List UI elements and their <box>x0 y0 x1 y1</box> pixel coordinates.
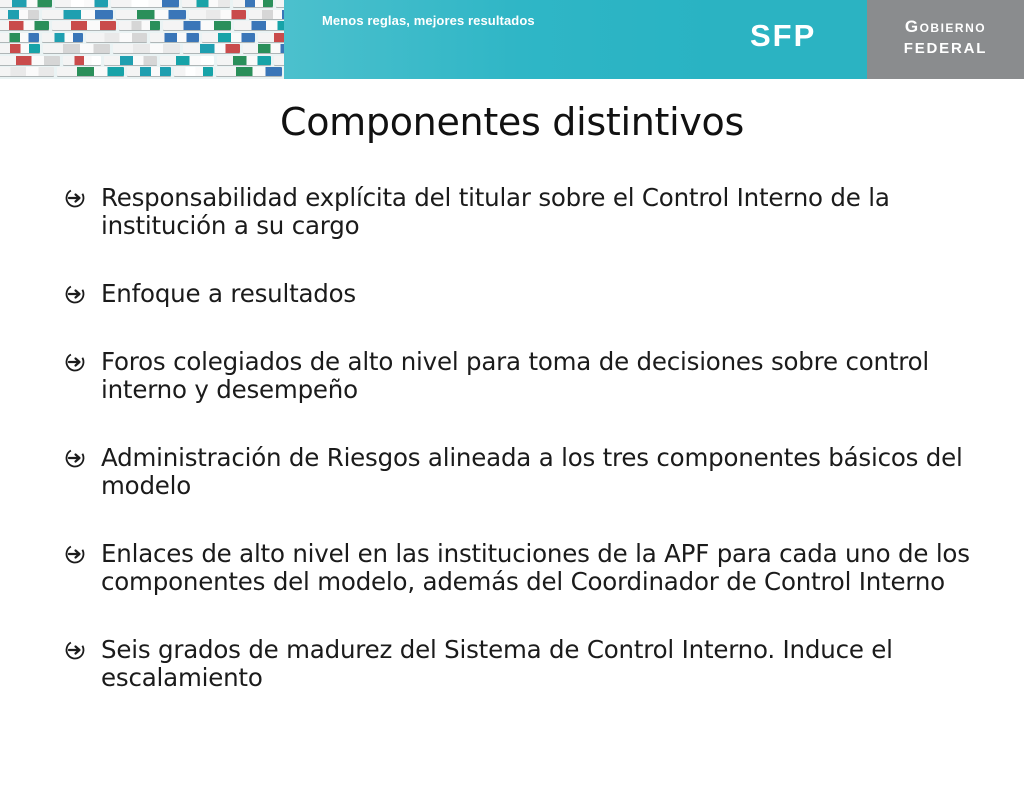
tagline-band <box>284 0 710 79</box>
document-stack-piece <box>113 44 180 53</box>
sfp-logo <box>710 0 867 79</box>
sfp-logo-text: SFP <box>750 18 817 53</box>
document-stack-piece <box>0 0 52 7</box>
document-stack-piece <box>111 0 179 7</box>
header-photo-stacked-documents <box>0 0 284 79</box>
slide-title: Componentes distintivos <box>280 100 744 144</box>
circled-arrow-right-icon <box>64 543 86 565</box>
bullet-item <box>64 348 984 404</box>
gobierno-logo-line1: Gobierno <box>904 17 987 36</box>
document-stack-piece <box>57 67 125 76</box>
bullet-item <box>64 540 984 596</box>
document-stack-piece <box>42 33 83 42</box>
bullet-item <box>64 444 984 500</box>
bullet-text: Enfoque a resultados <box>101 279 356 308</box>
document-stack-piece <box>243 44 284 53</box>
document-stack-piece <box>42 10 113 19</box>
document-stack-piece <box>160 56 214 65</box>
bullet-text: Foros colegiados de alto nivel para toma de decisiones sobre control interno y desempeño <box>101 347 929 404</box>
document-stack-piece <box>174 67 213 76</box>
document-stack-piece <box>276 0 284 7</box>
document-stack-piece <box>150 33 199 42</box>
document-stack-piece <box>216 67 283 76</box>
document-stack-piece <box>43 44 110 53</box>
gobierno-federal-logo <box>867 0 1024 79</box>
document-stack-piece <box>127 67 171 76</box>
circled-arrow-right-icon <box>64 351 86 373</box>
document-stack-piece <box>116 10 186 19</box>
document-stack-piece <box>55 0 108 7</box>
bullet-item <box>64 636 984 692</box>
bullet-list <box>64 184 984 692</box>
document-stack-piece <box>0 67 54 76</box>
bullet-text: Seis grados de madurez del Sistema de Control Interno. Induce el escalamiento <box>101 635 893 692</box>
document-stack-piece <box>183 44 240 53</box>
document-stack-piece <box>0 10 39 19</box>
document-stack-piece <box>202 33 255 42</box>
bullet-text: Responsabilidad explícita del titular sobre el Control Interno de la institución a su cargo <box>101 183 890 240</box>
document-stack-piece <box>86 33 147 42</box>
document-stack-piece <box>182 0 230 7</box>
document-stack-piece <box>258 33 284 42</box>
circled-arrow-right-icon <box>64 447 86 469</box>
bullet-text: Enlaces de alto nivel en las instituciones de la APF para cada uno de los componentes del modelo, además del Coordinador de Control Interno <box>101 539 970 596</box>
document-stack-piece <box>233 0 274 7</box>
header-tagline: Menos reglas, mejores resultados <box>322 13 535 28</box>
circled-arrow-right-icon <box>64 639 86 661</box>
document-stack-piece <box>119 21 160 30</box>
bullet-text: Administración de Riesgos alineada a los tres componentes básicos del modelo <box>101 443 963 500</box>
header-banner <box>0 0 1024 79</box>
document-stack-piece <box>0 56 60 65</box>
document-stack-piece <box>163 21 231 30</box>
document-stack-piece <box>274 56 284 65</box>
document-stack-piece <box>0 44 40 53</box>
document-stack-piece <box>249 10 284 19</box>
document-stack-piece <box>217 56 271 65</box>
bullet-item <box>64 280 984 308</box>
document-stack-piece <box>63 56 101 65</box>
document-stack-piece <box>104 56 157 65</box>
gobierno-logo-line2: FEDERAL <box>903 40 988 57</box>
circled-arrow-right-icon <box>64 283 86 305</box>
bullet-item <box>64 184 984 240</box>
document-stack-piece <box>189 10 246 19</box>
document-stack-piece <box>0 33 39 42</box>
document-stack-piece <box>234 21 284 30</box>
document-stack-piece <box>52 21 116 30</box>
document-stack-piece <box>0 21 49 30</box>
circled-arrow-right-icon <box>64 187 86 209</box>
